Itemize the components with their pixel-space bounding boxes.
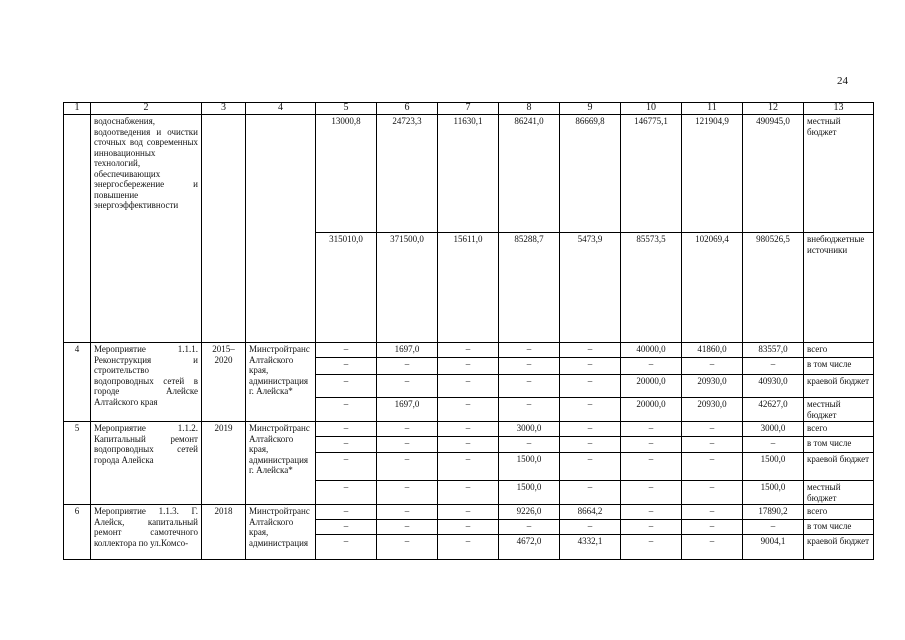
amount-cell: 9226,0 — [499, 505, 560, 520]
column-header: 10 — [621, 103, 682, 115]
amount-cell: – — [743, 437, 804, 453]
executor: Минстройтранс Алтайского края, администрация — [246, 505, 316, 560]
amount-cell: – — [499, 398, 560, 422]
amount-cell: – — [560, 453, 621, 481]
amount-cell: – — [499, 358, 560, 375]
amount-cell: 24723,3 — [377, 115, 438, 233]
program-table — [63, 102, 874, 560]
amount-cell: – — [560, 375, 621, 398]
amount-cell: – — [438, 375, 499, 398]
amount-cell: – — [438, 453, 499, 481]
amount-cell: – — [682, 505, 743, 520]
amount-cell: – — [316, 535, 377, 560]
amount-cell: – — [316, 358, 377, 375]
amount-cell: – — [377, 520, 438, 535]
amount-cell: 4332,1 — [560, 535, 621, 560]
amount-cell: – — [438, 398, 499, 422]
amount-cell: 102069,4 — [682, 233, 743, 343]
row-number: 5 — [64, 422, 91, 505]
amount-cell: 1697,0 — [377, 343, 438, 358]
amount-cell: 20930,0 — [682, 398, 743, 422]
amount-cell: – — [377, 505, 438, 520]
amount-cell: – — [499, 343, 560, 358]
column-header: 8 — [499, 103, 560, 115]
table-row — [64, 343, 874, 358]
funding-source-cell: в том числе — [804, 520, 874, 535]
amount-cell: – — [621, 453, 682, 481]
amount-cell: – — [377, 535, 438, 560]
column-header: 13 — [804, 103, 874, 115]
amount-cell: – — [621, 358, 682, 375]
amount-cell: – — [743, 358, 804, 375]
amount-cell: – — [316, 453, 377, 481]
funding-source-cell: местный бюджет — [804, 115, 874, 233]
amount-cell: – — [682, 535, 743, 560]
amount-cell: – — [438, 343, 499, 358]
funding-source-cell: краевой бюджет — [804, 453, 874, 481]
amount-cell: – — [499, 375, 560, 398]
amount-cell: 1500,0 — [499, 481, 560, 505]
amount-cell: 86241,0 — [499, 115, 560, 233]
amount-cell: 20000,0 — [621, 398, 682, 422]
amount-cell: – — [621, 520, 682, 535]
amount-cell: – — [621, 422, 682, 437]
amount-cell: 17890,2 — [743, 505, 804, 520]
amount-cell: – — [377, 481, 438, 505]
funding-source-cell: в том числе — [804, 358, 874, 375]
measure-description: водоснабжения, водоотведения и очистки сточных вод современных инновационных технологий, обеспечивающих энергосбережение и повышение энергоэффективности — [91, 115, 202, 343]
amount-cell: – — [438, 422, 499, 437]
amount-cell: – — [560, 437, 621, 453]
row-number: 4 — [64, 343, 91, 422]
amount-cell: – — [438, 481, 499, 505]
amount-cell: – — [377, 375, 438, 398]
amount-cell: 1500,0 — [743, 453, 804, 481]
amount-cell: 1500,0 — [743, 481, 804, 505]
amount-cell: 85288,7 — [499, 233, 560, 343]
amount-cell: – — [560, 343, 621, 358]
measure-name: Мероприятие 1.1.2. Капитальный ремонт водопроводных сетей города Алейска — [91, 422, 202, 505]
amount-cell: 315010,0 — [316, 233, 377, 343]
column-header: 7 — [438, 103, 499, 115]
amount-cell: – — [316, 375, 377, 398]
amount-cell: – — [682, 520, 743, 535]
amount-cell: 980526,5 — [743, 233, 804, 343]
column-header: 3 — [202, 103, 246, 115]
executor: Минстройтранс Алтайского края, администрация г. Алейска* — [246, 422, 316, 505]
amount-cell: – — [682, 481, 743, 505]
amount-cell: – — [682, 358, 743, 375]
row-number: 6 — [64, 505, 91, 560]
amount-cell: – — [621, 535, 682, 560]
amount-cell: – — [377, 437, 438, 453]
amount-cell: 85573,5 — [621, 233, 682, 343]
amount-cell: 42627,0 — [743, 398, 804, 422]
amount-cell: – — [560, 481, 621, 505]
funding-source-cell: всего — [804, 422, 874, 437]
amount-cell: – — [316, 422, 377, 437]
amount-cell: 41860,0 — [682, 343, 743, 358]
amount-cell: 121904,9 — [682, 115, 743, 233]
amount-cell: 5473,9 — [560, 233, 621, 343]
amount-cell: 40930,0 — [743, 375, 804, 398]
amount-cell: – — [621, 437, 682, 453]
amount-cell: – — [377, 453, 438, 481]
amount-cell: – — [682, 437, 743, 453]
amount-cell: 3000,0 — [499, 422, 560, 437]
amount-cell: – — [316, 481, 377, 505]
amount-cell: – — [438, 437, 499, 453]
page-number: 24 — [837, 75, 848, 87]
amount-cell: 9004,1 — [743, 535, 804, 560]
amount-cell: 146775,1 — [621, 115, 682, 233]
table-row — [64, 505, 874, 520]
amount-cell: – — [377, 422, 438, 437]
amount-cell: 15611,0 — [438, 233, 499, 343]
amount-cell: – — [560, 398, 621, 422]
amount-cell: 20930,0 — [682, 375, 743, 398]
amount-cell: 1500,0 — [499, 453, 560, 481]
amount-cell: – — [438, 535, 499, 560]
column-header: 12 — [743, 103, 804, 115]
executor: Минстройтранс Алтайского края, администрация г. Алейска* — [246, 343, 316, 422]
row-number-cell — [64, 115, 91, 343]
funding-source-cell: всего — [804, 343, 874, 358]
amount-cell: – — [682, 453, 743, 481]
amount-cell: – — [682, 422, 743, 437]
amount-cell: – — [316, 437, 377, 453]
measure-name: Мероприятие 1.1.3. Г. Алейск, капитальный ремонт самотечного коллектора по ул.Комсо- — [91, 505, 202, 560]
amount-cell: – — [438, 358, 499, 375]
column-header: 1 — [64, 103, 91, 115]
years-cell — [202, 115, 246, 343]
amount-cell: 1697,0 — [377, 398, 438, 422]
funding-source-cell: всего — [804, 505, 874, 520]
amount-cell: – — [499, 520, 560, 535]
amount-cell: 11630,1 — [438, 115, 499, 233]
column-header: 2 — [91, 103, 202, 115]
amount-cell: 371500,0 — [377, 233, 438, 343]
amount-cell: – — [316, 398, 377, 422]
implementation-years: 2019 — [202, 422, 246, 505]
funding-source-cell: внебюджетные источники — [804, 233, 874, 343]
amount-cell: – — [316, 520, 377, 535]
table-header-row — [64, 103, 874, 115]
amount-cell: 86669,8 — [560, 115, 621, 233]
funding-source-cell: местный бюджет — [804, 481, 874, 505]
column-header: 4 — [246, 103, 316, 115]
amount-cell: 83557,0 — [743, 343, 804, 358]
executor-cell — [246, 115, 316, 343]
measure-name: Мероприятие 1.1.1. Реконструкция и строительство водопроводных сетей в городе Алейске Алтайского края — [91, 343, 202, 422]
amount-cell: – — [438, 505, 499, 520]
amount-cell: – — [743, 520, 804, 535]
funding-source-cell: в том числе — [804, 437, 874, 453]
column-header: 5 — [316, 103, 377, 115]
funding-source-cell: местный бюджет — [804, 398, 874, 422]
amount-cell: – — [560, 422, 621, 437]
amount-cell: – — [560, 358, 621, 375]
column-header: 6 — [377, 103, 438, 115]
column-header: 9 — [560, 103, 621, 115]
amount-cell: – — [316, 343, 377, 358]
table-row — [64, 115, 874, 233]
table-row — [64, 422, 874, 437]
amount-cell: – — [316, 505, 377, 520]
amount-cell: 4672,0 — [499, 535, 560, 560]
amount-cell: 8664,2 — [560, 505, 621, 520]
implementation-years: 2015–2020 — [202, 343, 246, 422]
amount-cell: – — [499, 437, 560, 453]
amount-cell: 20000,0 — [621, 375, 682, 398]
amount-cell: 490945,0 — [743, 115, 804, 233]
amount-cell: 13000,8 — [316, 115, 377, 233]
amount-cell: 3000,0 — [743, 422, 804, 437]
amount-cell: – — [560, 520, 621, 535]
amount-cell: 40000,0 — [621, 343, 682, 358]
amount-cell: – — [621, 481, 682, 505]
amount-cell: – — [438, 520, 499, 535]
amount-cell: – — [377, 358, 438, 375]
funding-source-cell: краевой бюджет — [804, 375, 874, 398]
amount-cell: – — [621, 505, 682, 520]
column-header: 11 — [682, 103, 743, 115]
funding-source-cell: краевой бюджет — [804, 535, 874, 560]
implementation-years: 2018 — [202, 505, 246, 560]
